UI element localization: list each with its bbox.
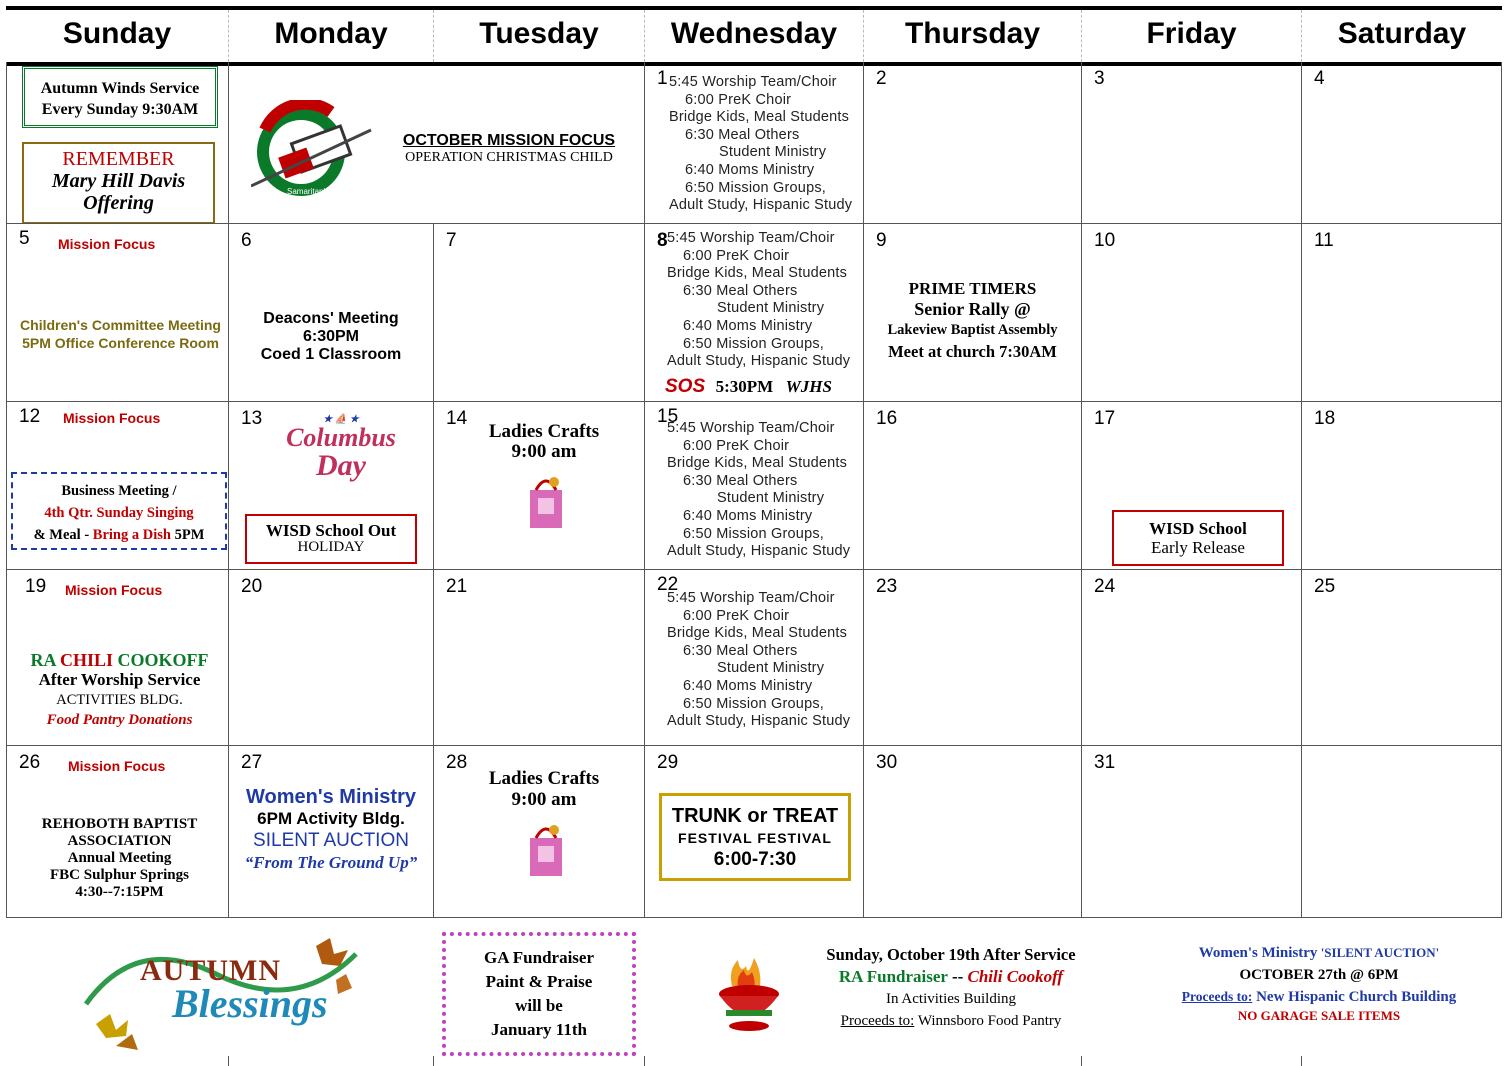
time-text: 5PM <box>174 527 205 543</box>
rehoboth-line2: ASSOCIATION <box>67 833 172 849</box>
early-release-box <box>1112 510 1284 566</box>
ga-line3: will be <box>515 996 563 1015</box>
day-number: 19 <box>25 576 47 597</box>
ra-line3: In Activities Building <box>886 991 1016 1007</box>
service-box <box>22 66 218 128</box>
day-number: 13 <box>241 408 263 429</box>
divider <box>228 1056 229 1066</box>
sched-line: Student Ministry <box>717 300 825 317</box>
ship-icon: ★ ⛵ ★ <box>323 414 359 425</box>
day-cell-fri-w5 <box>1082 746 1302 918</box>
mission-focus-label: Mission Focus <box>58 236 156 252</box>
sched-line: 6:30 Meal Others <box>683 472 798 489</box>
divider <box>1081 1056 1082 1066</box>
ra-line4 <box>796 1010 1106 1032</box>
sched-line: 6:00 PreK Choir <box>683 607 790 624</box>
day-cell-thu-w3 <box>864 402 1082 570</box>
bring-dish-text: Bring a Dish <box>92 527 171 543</box>
sched-line: Bridge Kids, Meal Students <box>667 265 848 282</box>
sched-line: 6:00 PreK Choir <box>685 91 792 108</box>
day-cell-sun-w4 <box>6 570 229 746</box>
day-cell-sun-w3 <box>6 402 229 570</box>
sos-label: SOS <box>665 376 706 397</box>
autumn-blessings-art <box>76 934 366 1054</box>
prime-line2: Senior Rally @ <box>914 299 1031 319</box>
offering-name: Mary Hill Davis <box>51 170 186 192</box>
header-monday: Monday <box>229 10 434 62</box>
wm-line4: “From The Ground Up” <box>244 853 418 872</box>
day-number: 17 <box>1094 408 1116 429</box>
sched-line: 6:50 Mission Groups, <box>683 335 825 352</box>
ra-line2 <box>796 966 1106 988</box>
day-cell-tue-w3 <box>434 402 645 570</box>
day-cell-sat-w4 <box>1302 570 1502 746</box>
day-number: 5 <box>19 228 30 249</box>
rehoboth-line3: Annual Meeting <box>67 850 172 866</box>
sched-line: 5:45 Worship Team/Choir <box>667 420 835 436</box>
day-cell-sat-w3 <box>1302 402 1502 570</box>
divider <box>1301 1056 1302 1066</box>
day-cell-thu-w1 <box>864 62 1082 224</box>
business-meeting-box <box>11 472 227 550</box>
day-number: 9 <box>876 230 887 251</box>
crafts-line1: Ladies Crafts <box>488 768 600 789</box>
day-number: 10 <box>1094 230 1116 251</box>
day-cell-sat-w5 <box>1302 746 1502 918</box>
header-sunday: Sunday <box>6 10 229 62</box>
divider <box>433 1056 434 1066</box>
day-number: 8 <box>657 230 668 251</box>
service-line1: Autumn Winds Service <box>40 80 200 97</box>
chili-cookoff-notice <box>11 650 228 730</box>
wisd-out-line2: HOLIDAY <box>297 539 365 555</box>
day-cell-tue-w2 <box>434 224 645 402</box>
sched-line: 6:30 Meal Others <box>683 282 798 299</box>
meeting-line1: Children's Committee Meeting <box>20 317 221 333</box>
chili-text: CHILI <box>60 650 118 670</box>
day-number: 7 <box>446 230 457 251</box>
focus-title: OCTOBER MISSION FOCUS <box>402 132 616 149</box>
wed-schedule <box>667 590 850 731</box>
rehoboth-line1: REHOBOTH BAPTIST <box>41 816 198 832</box>
rehoboth-line4: FBC Sulphur Springs <box>50 867 189 883</box>
day-cell-fri-w3 <box>1082 402 1302 570</box>
mission-focus-label: Mission Focus <box>65 582 163 598</box>
sched-line: 6:50 Mission Groups, <box>683 525 825 542</box>
mission-focus-label: Mission Focus <box>63 410 161 426</box>
day-number: 15 <box>657 406 679 427</box>
columbus-word: Columbus <box>286 423 396 452</box>
day-number: 6 <box>241 230 252 251</box>
day-number: 11 <box>1314 230 1334 251</box>
day-word: Day <box>316 449 366 482</box>
day-number: 2 <box>876 68 887 89</box>
day-number: 16 <box>876 408 898 429</box>
deacons-meeting <box>229 310 433 364</box>
service-line2: Every Sunday 9:30AM <box>41 101 199 118</box>
ra-sep: -- <box>947 967 968 986</box>
craft-bag-icon <box>526 472 566 530</box>
crafts-line1: Ladies Crafts <box>488 421 600 442</box>
trunk-line3: 6:00-7:30 <box>713 849 797 870</box>
day-cell-sat-w2 <box>1302 224 1502 402</box>
day-cell-sun-w5 <box>6 746 229 918</box>
meeting-line2: 5PM Office Conference Room <box>22 335 219 351</box>
craft-bag-icon <box>526 820 566 878</box>
day-number: 20 <box>241 576 263 597</box>
prime-line4: Meet at church 7:30AM <box>888 342 1057 361</box>
silent-auction-notice <box>1134 942 1504 1024</box>
chili-cookoff-text: Chili Cookoff <box>967 967 1064 986</box>
day-number: 22 <box>657 574 679 595</box>
ladies-crafts <box>444 422 644 462</box>
early-release-line2: Early Release <box>1151 538 1245 557</box>
day-cell-fri-w2 <box>1082 224 1302 402</box>
mission-focus-label: Mission Focus <box>68 758 166 774</box>
day-cell-wed-w1 <box>645 62 864 224</box>
weekday-header <box>6 6 1502 66</box>
svg-text:Samaritan's Purse: Samaritan's Purse <box>287 187 353 196</box>
ga-fundraiser-box <box>442 932 636 1056</box>
sched-line: 5:45 Worship Team/Choir <box>667 230 835 246</box>
business-line2: 4th Qtr. Sunday Singing <box>44 505 194 521</box>
sos-time: 5:30PM <box>715 377 774 396</box>
day-number: 12 <box>19 406 41 427</box>
day-cell-fri-w4 <box>1082 570 1302 746</box>
divider <box>644 1056 645 1066</box>
ra-fundraiser-text: RA Fundraiser <box>838 967 948 986</box>
wisd-out-line1: WISD School Out <box>265 521 397 540</box>
ladies-crafts <box>444 768 644 810</box>
day-cell-wed-w2 <box>645 224 864 402</box>
day-number: 30 <box>876 752 898 773</box>
header-wednesday: Wednesday <box>645 10 864 62</box>
sched-line: 5:45 Worship Team/Choir <box>669 74 837 90</box>
columbus-day-art <box>249 414 433 481</box>
sa-line4: NO GARAGE SALE ITEMS <box>1237 1008 1401 1023</box>
ra-text: RA <box>30 650 60 670</box>
autumn-word: AUTUMN <box>140 954 281 987</box>
occ-logo-icon <box>251 100 375 200</box>
sched-line: Adult Study, Hispanic Study <box>667 713 851 730</box>
day-cell-thu-w4 <box>864 570 1082 746</box>
day-number: 24 <box>1094 576 1116 597</box>
sched-line: Bridge Kids, Meal Students <box>669 109 850 126</box>
chili-line1 <box>11 650 228 670</box>
sched-line: 6:30 Meal Others <box>685 126 800 143</box>
cookoff-text: COOKOFF <box>117 650 209 670</box>
mission-focus-banner <box>380 132 638 166</box>
sched-line: 5:45 Worship Team/Choir <box>667 590 835 606</box>
day-cell-wed-w5 <box>645 746 864 918</box>
sched-line: 6:40 Moms Ministry <box>683 507 813 524</box>
deacons-line1: Deacons' Meeting <box>263 310 399 327</box>
rehoboth-line5: 4:30--7:15PM <box>75 884 164 900</box>
wed-schedule <box>669 74 852 215</box>
business-line3: & Meal - Bring a Dish 5PM <box>33 527 205 543</box>
trunk-or-treat-box <box>659 793 851 881</box>
sched-line: Adult Study, Hispanic Study <box>669 197 853 214</box>
deacons-line3: Coed 1 Classroom <box>260 346 402 363</box>
header-tuesday: Tuesday <box>434 10 645 62</box>
ra-fundraiser-notice <box>796 944 1106 1032</box>
day-number: 3 <box>1094 68 1105 89</box>
prime-line3: Lakeview Baptist Assembly <box>887 322 1058 338</box>
early-release-line1: WISD School <box>1149 519 1247 538</box>
trunk-line2: FESTIVAL FESTIVAL <box>678 830 832 846</box>
offering-box <box>22 142 215 224</box>
day-cell-mon-w3 <box>229 402 434 570</box>
sa-line2: OCTOBER 27th @ 6PM <box>1239 967 1399 983</box>
crafts-line2: 9:00 am <box>511 441 577 462</box>
sa-proceeds-target: New Hispanic Church Building <box>1252 989 1457 1005</box>
day-number: 18 <box>1314 408 1336 429</box>
wed-schedule <box>667 420 850 561</box>
day-cell-fri-w1 <box>1082 62 1302 224</box>
day-number: 27 <box>241 752 263 773</box>
chili-line3: ACTIVITIES BLDG. <box>56 692 183 708</box>
sched-line: 6:50 Mission Groups, <box>683 695 825 712</box>
sa-title-text: 'SILENT AUCTION' <box>1317 945 1440 960</box>
day-number: 23 <box>876 576 898 597</box>
day-number: 29 <box>657 752 679 773</box>
sa-line3 <box>1134 986 1504 1008</box>
chili-bowl-icon <box>718 956 780 1032</box>
header-friday: Friday <box>1082 10 1302 62</box>
header-saturday: Saturday <box>1337 17 1467 50</box>
sa-wm-text: Women's Ministry <box>1198 945 1318 961</box>
wisd-out-box <box>245 514 417 564</box>
proceeds-label: Proceeds to: <box>840 1013 915 1029</box>
blessings-word: Blessings <box>172 981 328 1026</box>
womens-ministry-notice <box>229 786 433 874</box>
ga-line2: Paint & Praise <box>485 972 593 991</box>
day-number: 28 <box>446 752 468 773</box>
sched-line: Bridge Kids, Meal Students <box>667 625 848 642</box>
trunk-line1: TRUNK or TREAT <box>671 805 839 827</box>
proceeds-target: Winnsboro Food Pantry <box>914 1013 1062 1029</box>
day-cell-tue-w4 <box>434 570 645 746</box>
sched-line: Adult Study, Hispanic Study <box>667 543 851 560</box>
day-cell-thu-w2 <box>864 224 1082 402</box>
prime-timers <box>864 278 1081 362</box>
day-number: 31 <box>1094 752 1116 773</box>
sched-line: 6:30 Meal Others <box>683 642 798 659</box>
remember-label: REMEMBER <box>62 148 175 170</box>
ga-line4: January 11th <box>491 1020 587 1039</box>
wed-schedule <box>667 230 850 371</box>
sched-line: 6:40 Moms Ministry <box>683 317 813 334</box>
prime-line1: PRIME TIMERS <box>908 279 1037 298</box>
day-number: 21 <box>446 576 468 597</box>
sos-place: WJHS <box>785 377 832 396</box>
chili-line4: Food Pantry Donations <box>46 712 193 728</box>
chili-line2: After Worship Service <box>38 670 201 689</box>
sched-line: Student Ministry <box>719 144 827 161</box>
day-number: 1 <box>657 68 668 89</box>
day-cell-wed-w3 <box>645 402 864 570</box>
offering-label: Offering <box>83 192 154 214</box>
deacons-line2: 6:30PM <box>302 328 360 345</box>
sched-line: 6:40 Moms Ministry <box>683 677 813 694</box>
day-cell-thu-w5 <box>864 746 1082 918</box>
ra-line1: Sunday, October 19th After Service <box>826 945 1076 964</box>
sa-line1 <box>1134 942 1504 964</box>
business-line1: Business Meeting / <box>61 483 177 499</box>
sched-line: 6:00 PreK Choir <box>683 247 790 264</box>
day-cell-tue-w5 <box>434 746 645 918</box>
crafts-line2: 9:00 am <box>511 789 577 810</box>
day-cell-mon-w4 <box>229 570 434 746</box>
sched-line: 6:00 PreK Choir <box>683 437 790 454</box>
sched-line: Student Ministry <box>717 490 825 507</box>
sched-line: Adult Study, Hispanic Study <box>667 353 851 370</box>
day-cell-mon-w5 <box>229 746 434 918</box>
day-number: 25 <box>1314 576 1336 597</box>
day-cell-wed-w4 <box>645 570 864 746</box>
wm-line1: Women's Ministry <box>246 786 416 808</box>
meal-text: & Meal <box>33 527 81 543</box>
sched-line: Student Ministry <box>717 660 825 677</box>
day-number: 4 <box>1314 68 1325 89</box>
wm-line2: 6PM Activity Bldg. <box>257 809 405 828</box>
day-cell-sun-w1 <box>6 62 229 224</box>
wm-line3: SILENT AUCTION <box>253 830 409 851</box>
header-thursday: Thursday <box>864 10 1082 62</box>
ga-line1: GA Fundraiser <box>483 948 595 967</box>
day-cell-mon-w2 <box>229 224 434 402</box>
day-cell-sun-w2 <box>6 224 229 402</box>
sched-line: Bridge Kids, Meal Students <box>667 455 848 472</box>
rehoboth-notice <box>11 816 228 901</box>
focus-subtitle: OPERATION CHRISTMAS CHILD <box>405 150 613 165</box>
sched-line: 6:40 Moms Ministry <box>685 161 815 178</box>
day-cell-sat-w1 <box>1302 62 1502 224</box>
committee-meeting <box>13 316 228 352</box>
sched-line: 6:50 Mission Groups, <box>685 179 827 196</box>
day-number: 14 <box>446 408 468 429</box>
sos-line <box>665 376 832 398</box>
sa-proceeds-label: Proceeds to: <box>1181 989 1253 1004</box>
day-number: 26 <box>19 752 41 773</box>
